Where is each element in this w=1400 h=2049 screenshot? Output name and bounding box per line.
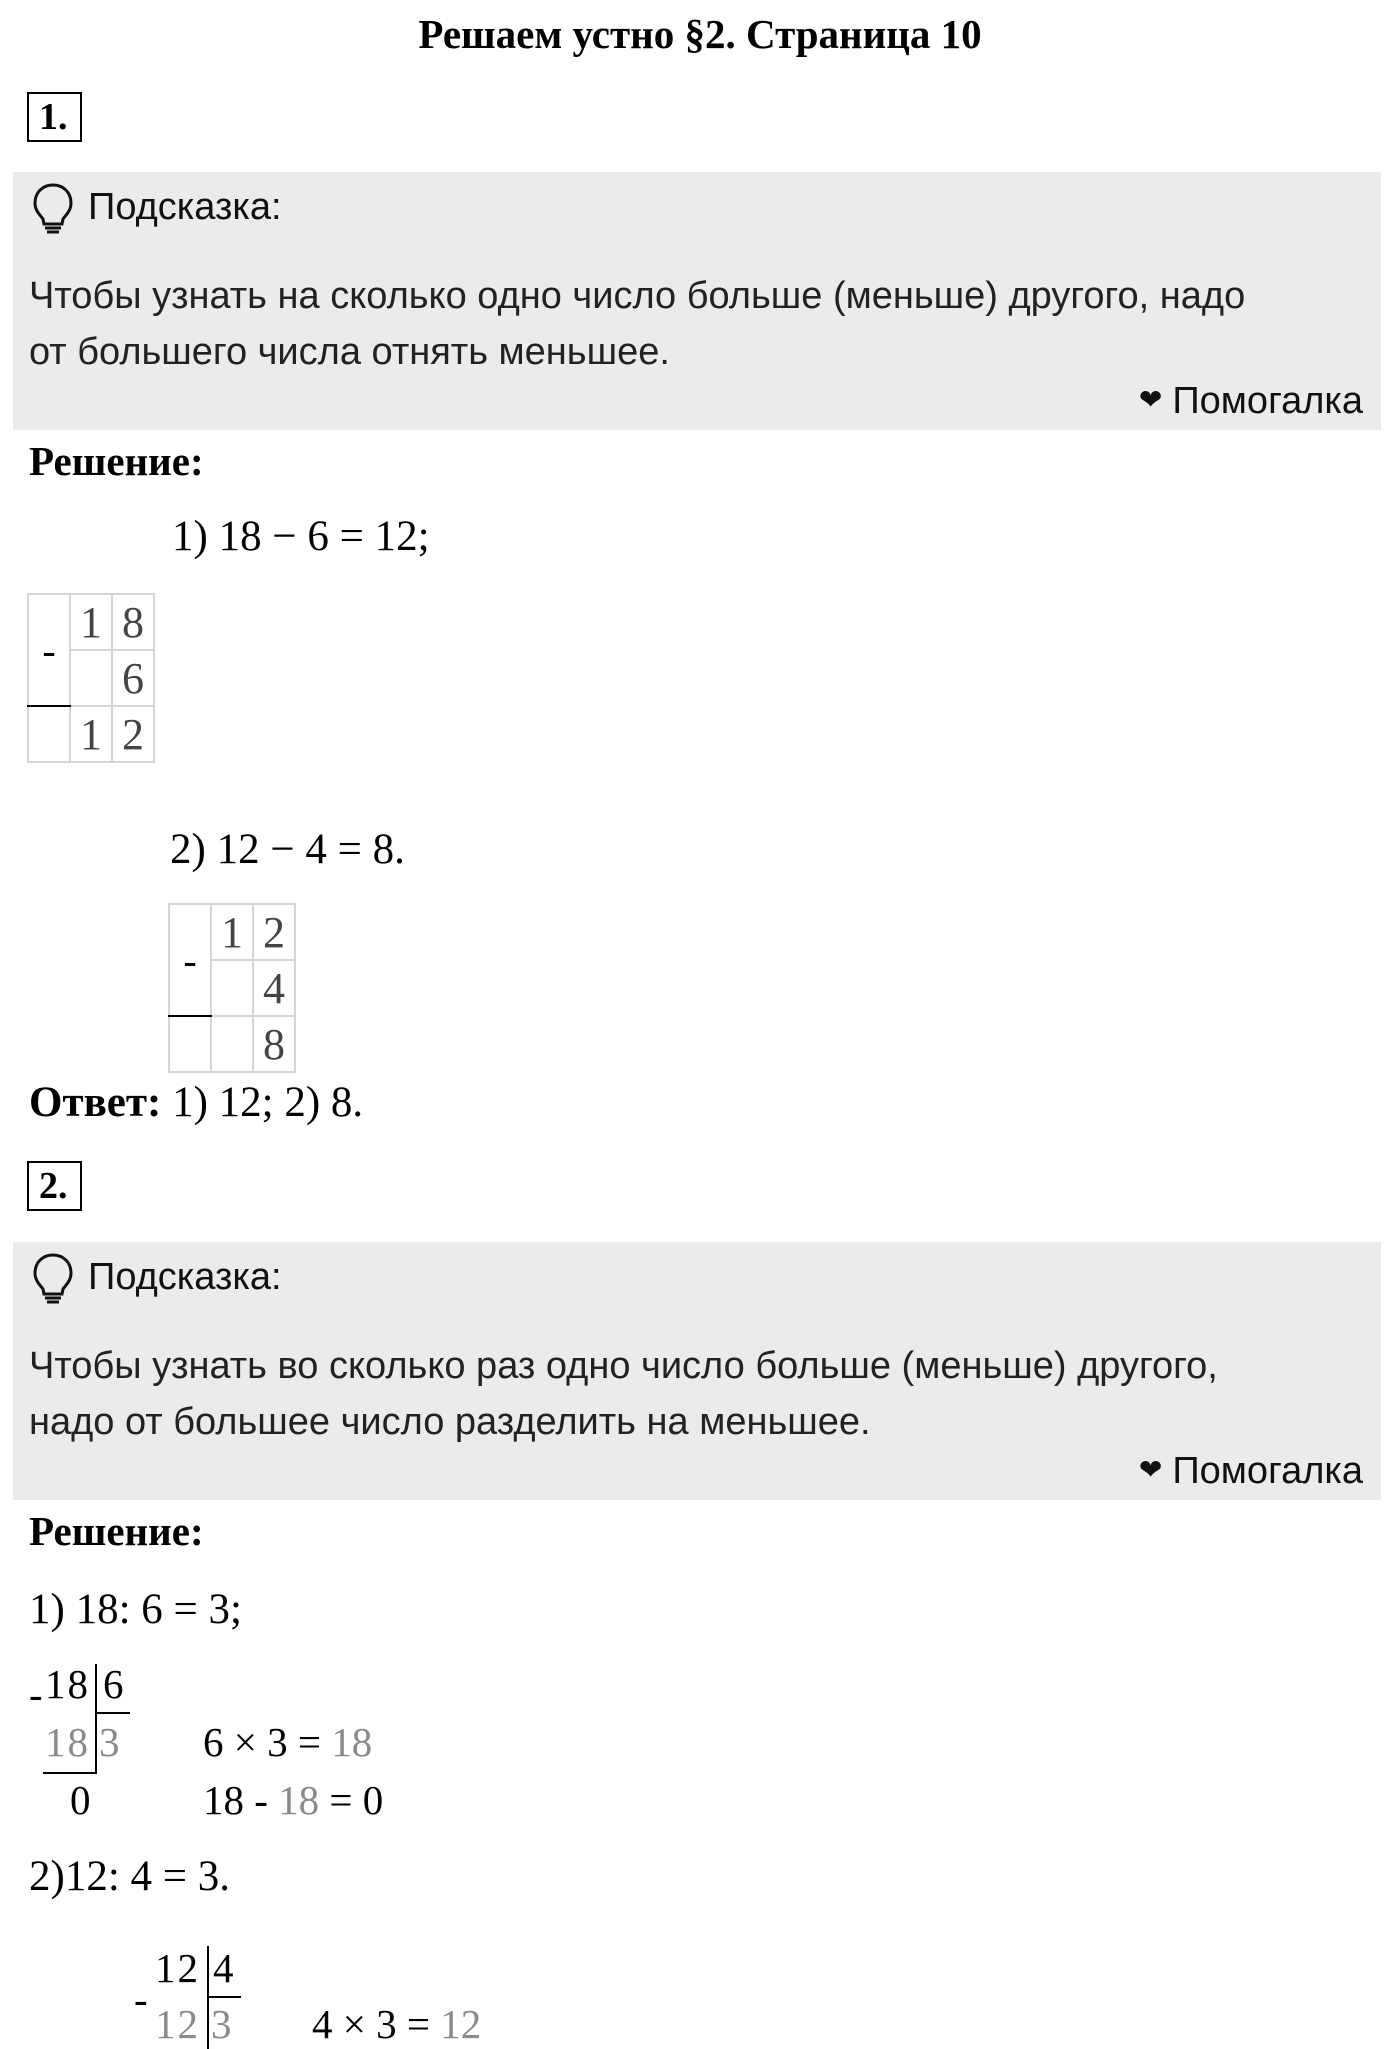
check-text: 4 × 3 =: [312, 2001, 441, 2047]
digit-cell: 6: [112, 650, 154, 706]
solution-label: Решение:: [29, 438, 204, 484]
solution-label: Решение:: [29, 1508, 204, 1554]
hint-title: Подсказка:: [88, 186, 282, 228]
column-subtraction-1: [27, 593, 155, 763]
digit-cell: [211, 1016, 253, 1072]
check-text: = 0: [319, 1777, 384, 1823]
remainder: 0: [70, 1777, 91, 1823]
digit-cell: 1: [211, 904, 253, 960]
quotient: 3: [211, 2001, 232, 2047]
divisor: 4: [213, 1945, 234, 1991]
equation-step-1: 1) 18 − 6 = 12;: [172, 513, 430, 560]
hint-box-1: [13, 172, 1381, 430]
dividend: 12: [155, 1945, 200, 1991]
minus-sign: -: [169, 904, 211, 1016]
hint-text: [29, 268, 1369, 380]
divisor-underline: [207, 1996, 241, 1998]
digit-cell: 2: [253, 904, 295, 960]
subtrahend: 18: [45, 1719, 90, 1765]
column-subtraction-2: [168, 903, 296, 1073]
hint-box-2: [13, 1242, 1381, 1500]
equation-step-2: 2)12: 4 = 3.: [29, 1853, 231, 1900]
check-multiplication: [203, 1718, 372, 1766]
empty-cell: [169, 1016, 211, 1072]
division-minus: -: [29, 1671, 43, 1717]
digit-cell: 8: [253, 1016, 295, 1072]
hint-text-line: Чтобы узнать во сколько раз одно число больше (меньше) другого,: [29, 1345, 1218, 1387]
check-text: 6 × 3 =: [203, 1719, 332, 1765]
divisor: 6: [103, 1661, 124, 1707]
empty-cell: [28, 706, 70, 762]
heart-icon: ❤: [1138, 1454, 1163, 1485]
pomogalka-link[interactable]: [1139, 1450, 1363, 1493]
task-number-1: 1.: [27, 92, 82, 142]
subtraction-underline: [43, 1772, 97, 1774]
dividend: 18: [45, 1661, 90, 1707]
pomogalka-label: Помогалка: [1172, 1450, 1363, 1492]
page-title: Решаем устно §2. Страница 10: [418, 11, 982, 57]
check-subtraction: [203, 1776, 383, 1824]
digit-cell: 8: [112, 594, 154, 650]
pomogalka-label: Помогалка: [1172, 380, 1363, 422]
check-text: 18: [331, 1719, 373, 1765]
digit-cell: [211, 960, 253, 1016]
digit-cell: 4: [253, 960, 295, 1016]
hint-text-line: Чтобы узнать на сколько одно число больше (меньше) другого, надо: [29, 275, 1246, 317]
hint-text-line: надо от большее число разделить на меньшее.: [29, 1401, 871, 1443]
lightbulb-icon: [31, 182, 75, 236]
check-multiplication: [312, 2000, 481, 2048]
digit-cell: 1: [70, 594, 112, 650]
pomogalka-link[interactable]: [1139, 380, 1363, 423]
equation-step-1: 1) 18: 6 = 3;: [29, 1586, 242, 1633]
minus-sign: -: [28, 594, 70, 706]
answer-text: 1) 12; 2) 8.: [161, 1079, 364, 1126]
check-text: 12: [440, 2001, 482, 2047]
lightbulb-icon: [31, 1252, 75, 1306]
hint-text: [29, 1338, 1369, 1450]
hint-title: Подсказка:: [88, 1256, 282, 1298]
division-minus: -: [134, 1976, 148, 2022]
answer-line: [29, 1078, 363, 1127]
answer-label: Ответ:: [29, 1079, 162, 1126]
heart-icon: ❤: [1138, 384, 1163, 415]
divisor-underline: [95, 1712, 130, 1714]
hint-text-line: от большего числа отнять меньшее.: [29, 331, 670, 373]
digit-cell: 1: [70, 706, 112, 762]
subtrahend: 12: [155, 2001, 200, 2047]
task-number-2: 2.: [27, 1161, 82, 1211]
equation-step-2: 2) 12 − 4 = 8.: [170, 826, 405, 873]
digit-cell: [70, 650, 112, 706]
quotient: 3: [99, 1719, 120, 1765]
digit-cell: 2: [112, 706, 154, 762]
division-bar: [95, 1664, 97, 1772]
check-text: 18: [278, 1777, 320, 1823]
check-text: 18 -: [203, 1777, 279, 1823]
